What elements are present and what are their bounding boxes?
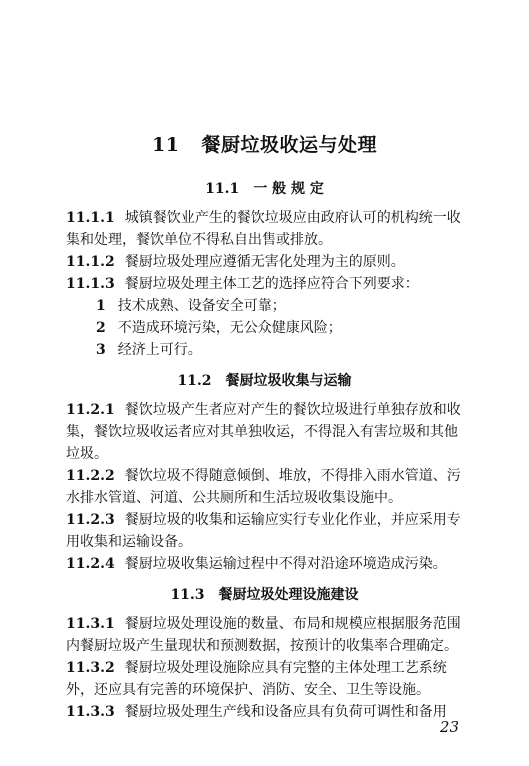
clause-11-1-2	[66, 251, 466, 273]
chapter-title-text: 餐厨垃圾收运与处理	[201, 134, 377, 156]
section-title-11-2	[0, 370, 529, 390]
clause-text: 水排水管道、河道、公共厕所和生活垃圾收集设施中。	[66, 490, 402, 506]
list-index: 2	[96, 320, 106, 336]
clause-text: 用收集和运输设备。	[66, 534, 192, 550]
clause-text: 餐厨垃圾处理设施除应具有完整的主体处理工艺系统	[124, 660, 447, 676]
clause-text: 外，还应具有完善的环境保护、消防、安全、卫生等设施。	[66, 682, 430, 698]
clause-number: 11.3.2	[66, 660, 115, 676]
section-number: 11.2	[177, 373, 212, 389]
section-title-11-1	[0, 178, 529, 198]
clause-11-1-3	[66, 273, 466, 295]
clause-11-2-4	[66, 553, 466, 575]
clause-text: 餐饮垃圾不得随意倾倒、堆放，不得排入雨水管道、污	[124, 468, 461, 484]
list-text: 技术成熟、设备安全可靠；	[117, 298, 286, 314]
section-title-11-3	[0, 584, 529, 604]
list-index: 3	[96, 342, 106, 358]
clause-text: 集和处理，餐饮单位不得私自出售或排放。	[66, 232, 332, 248]
clause-number: 11.3.3	[66, 704, 115, 720]
section-number: 11.1	[205, 181, 240, 197]
clause-text: 内餐厨垃圾产生量现状和预测数据，按预计的收集率合理确定。	[66, 638, 458, 654]
clause-11-3-2	[66, 657, 466, 679]
clause-text: 垃圾。	[66, 446, 108, 462]
list-item	[96, 317, 496, 339]
clause-continuation	[66, 635, 466, 657]
clause-number: 11.3.1	[66, 616, 115, 632]
section-title-text: 餐厨垃圾处理设施建设	[218, 587, 359, 603]
clause-continuation	[66, 421, 466, 443]
clause-text: 餐厨垃圾的收集和运输应实行专业化作业，并应采用专	[124, 512, 461, 528]
clause-text: 餐厨垃圾处理设施的数量、布局和规模应根据服务范围	[124, 616, 461, 632]
list-index: 1	[96, 298, 106, 314]
clause-number: 11.2.3	[66, 512, 115, 528]
clause-11-3-3	[66, 701, 466, 723]
chapter-title	[0, 130, 529, 157]
clause-number: 11.1.2	[66, 254, 115, 270]
clause-text: 城镇餐饮业产生的餐饮垃圾应由政府认可的机构统一收	[124, 210, 461, 226]
list-text: 不造成环境污染，无公众健康风险；	[117, 320, 342, 336]
clause-text: 餐厨垃圾处理主体工艺的选择应符合下列要求：	[124, 276, 419, 292]
clause-11-3-1	[66, 613, 466, 635]
clause-text: 集，餐饮垃圾收运者应对其单独收运，不得混入有害垃圾和其他	[66, 424, 458, 440]
clause-continuation	[66, 679, 466, 701]
list-text: 经济上可行。	[117, 342, 202, 358]
clause-text: 餐厨垃圾处理应遵循无害化处理为主的原则。	[124, 254, 405, 270]
clause-11-1-1	[66, 207, 466, 229]
list-item	[96, 295, 496, 317]
clause-text: 餐饮垃圾产生者应对产生的餐饮垃圾进行单独存放和收	[124, 402, 461, 418]
clause-number: 11.1.3	[66, 276, 115, 292]
clause-number: 11.1.1	[66, 210, 115, 226]
clause-continuation	[66, 531, 466, 553]
clause-11-2-1	[66, 399, 466, 421]
clause-continuation	[66, 229, 466, 251]
section-title-text: 一 般 规 定	[253, 181, 324, 197]
clause-11-2-3	[66, 509, 466, 531]
page-number: 23	[439, 718, 459, 736]
clause-continuation	[66, 487, 466, 509]
clause-number: 11.2.2	[66, 468, 115, 484]
section-title-text: 餐厨垃圾收集与运输	[225, 373, 352, 389]
clause-text: 餐厨垃圾处理生产线和设备应具有负荷可调性和备用	[124, 704, 447, 720]
section-number: 11.3	[170, 587, 205, 603]
clause-number: 11.2.1	[66, 402, 115, 418]
clause-text: 餐厨垃圾收集运输过程中不得对沿途环境造成污染。	[124, 556, 447, 572]
chapter-number: 11	[152, 134, 180, 156]
clause-number: 11.2.4	[66, 556, 115, 572]
clause-continuation	[66, 443, 466, 465]
list-item	[96, 339, 496, 361]
clause-11-2-2	[66, 465, 466, 487]
